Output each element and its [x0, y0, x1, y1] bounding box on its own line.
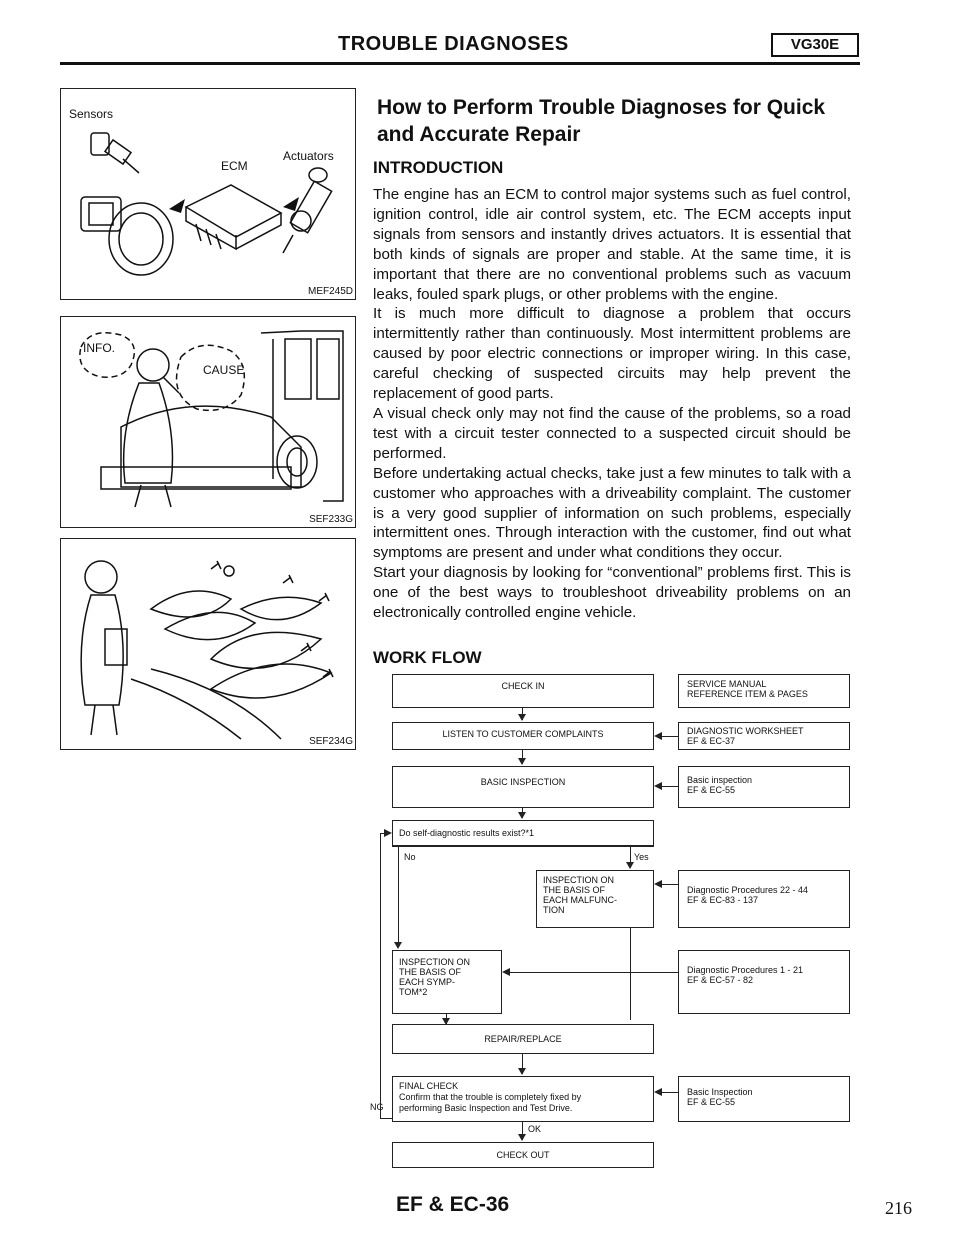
- label-cause: CAUSE: [203, 363, 245, 377]
- box-line: THE BASIS OF: [543, 885, 606, 895]
- introduction-text: [373, 185, 851, 623]
- workflow-heading: WORK FLOW: [373, 648, 482, 667]
- flow-check-out: CHECK OUT: [392, 1142, 654, 1168]
- box-line: INSPECTION ON: [543, 875, 615, 885]
- wiring-harness-icon: [131, 561, 333, 739]
- introduction-heading: INTRODUCTION: [373, 158, 504, 177]
- header-rule: [60, 62, 860, 65]
- ref-line: EF & EC-83 - 137: [687, 895, 759, 905]
- label-ecm: ECM: [221, 159, 248, 173]
- page-number: 216: [885, 1198, 912, 1218]
- figure-mechanic-car: [60, 316, 356, 528]
- figure-ecm-overview: [60, 88, 356, 300]
- flow-check-in: CHECK IN: [392, 674, 654, 708]
- flow-malfunction-ref: [678, 870, 850, 928]
- flow-yes-label: Yes: [634, 852, 649, 862]
- ref-line: EF & EC-55: [687, 785, 736, 795]
- page-title: TROUBLE DIAGNOSES: [338, 33, 569, 55]
- flow-no-label: No: [404, 852, 416, 862]
- flow-ok-label: OK: [528, 1124, 542, 1134]
- ecm-unit-icon: [186, 185, 281, 249]
- ref-line: Diagnostic Procedures 1 - 21: [687, 965, 804, 975]
- label-sensors: Sensors: [69, 107, 114, 121]
- ref-line: Basic inspection: [687, 775, 753, 785]
- arrow-icon: [169, 199, 185, 213]
- section-heading: How to Perform Trouble Diagnoses for Quick and Accurate Repair: [377, 96, 826, 146]
- flow-service-manual-ref: [678, 674, 850, 708]
- flow-final-check-ref: [678, 1076, 850, 1122]
- intro-paragraph: Start your diagnosis by looking for “conventional” problems first. This is one of the best ways to troubleshoot driveability problems on an electronically controlled engine vehicle.: [373, 564, 851, 622]
- ref-line: EF & EC-37: [687, 736, 736, 746]
- section-page-code: EF & EC-36: [396, 1193, 510, 1216]
- intro-paragraph: A visual check only may not find the cause of the problems, so a road test with a circuit tester connected to a suspected circuit should be performed.: [373, 404, 851, 462]
- flow-inspection-symptom: [392, 950, 502, 1014]
- ref-line: EF & EC-55: [687, 1097, 736, 1107]
- flow-basic-inspection-ref: [678, 766, 850, 808]
- box-line: Confirm that the trouble is completely fixed by: [399, 1092, 582, 1102]
- box-line: TOM*2: [399, 987, 428, 997]
- box-line: FINAL CHECK: [399, 1081, 459, 1091]
- ecm-overview-illustration: [61, 89, 355, 299]
- air-flow-meter-icon: [81, 197, 173, 275]
- figure-wiring-check: [60, 538, 356, 750]
- flow-self-diagnostic-question: Do self-diagnostic results exist?*1: [392, 820, 654, 846]
- flow-inspection-malfunction: [536, 870, 654, 928]
- injector-icon: [283, 168, 332, 253]
- mechanic-figure-icon: [124, 349, 179, 507]
- figure-code: SEF234G: [309, 736, 353, 747]
- ref-line: EF & EC-57 - 82: [687, 975, 754, 985]
- box-line: EACH SYMP-: [399, 977, 456, 987]
- flow-listen-complaints: LISTEN TO CUSTOMER COMPLAINTS: [392, 722, 654, 750]
- ref-line: Basic Inspection: [687, 1087, 753, 1097]
- intro-paragraph: It is much more difficult to diagnose a problem that occurs intermittently rather than continuously. Most intermittent problems are caused by poor electric connections or improper wiring. In this case, careful checking of suspected circuits may help prevent the replacement of good parts.: [373, 305, 851, 403]
- box-line: INSPECTION ON: [399, 957, 471, 967]
- ref-line: Diagnostic Procedures 22 - 44: [687, 885, 809, 895]
- label-actuators: Actuators: [283, 149, 334, 163]
- technician-icon: [81, 561, 127, 735]
- flow-repair-replace: REPAIR/REPLACE: [392, 1024, 654, 1054]
- flow-basic-inspection: BASIC INSPECTION: [392, 766, 654, 808]
- ref-line: SERVICE MANUAL: [687, 679, 767, 689]
- flow-diagnostic-worksheet-ref: [678, 722, 850, 750]
- figure-code: SEF233G: [309, 514, 353, 525]
- intro-paragraph: The engine has an ECM to control major systems such as fuel control, ignition control, idle air control system, etc. The ECM accepts input signals from sensors and instantly drives actuators. It is essential that both kinds of signals are proper and stable. At the same time, it is important that there are no conventional problems such as vacuum leaks, fouled spark plugs, or other problems with the engine.: [373, 186, 851, 303]
- wiring-check-illustration: [61, 539, 355, 749]
- car-icon: [101, 331, 343, 501]
- engine-badge: VG30E: [771, 33, 859, 57]
- intro-paragraph: Before undertaking actual checks, take just a few minutes to talk with a customer who approaches with a driveability complaint. The customer is a very good supplier of information on such problems, especially intermittent ones. Through interaction with the customer, find out what symptoms are present and under what conditions they occur.: [373, 464, 851, 562]
- thought-bubble: [177, 345, 245, 410]
- box-line: TION: [543, 905, 565, 915]
- ref-line: REFERENCE ITEM & PAGES: [687, 689, 808, 699]
- box-line: performing Basic Inspection and Test Drive.: [399, 1103, 573, 1113]
- box-line: THE BASIS OF: [399, 967, 462, 977]
- label-info: INFO.: [83, 341, 115, 355]
- flow-ng-label: NG: [370, 1102, 384, 1112]
- ref-line: DIAGNOSTIC WORKSHEET: [687, 726, 804, 736]
- sensor-icon: [91, 133, 139, 173]
- flow-symptom-ref: [678, 950, 850, 1014]
- flow-final-check: [392, 1076, 654, 1122]
- figure-code: MEF245D: [307, 286, 353, 297]
- arrow-icon: [283, 197, 299, 211]
- box-line: EACH MALFUNC-: [543, 895, 618, 905]
